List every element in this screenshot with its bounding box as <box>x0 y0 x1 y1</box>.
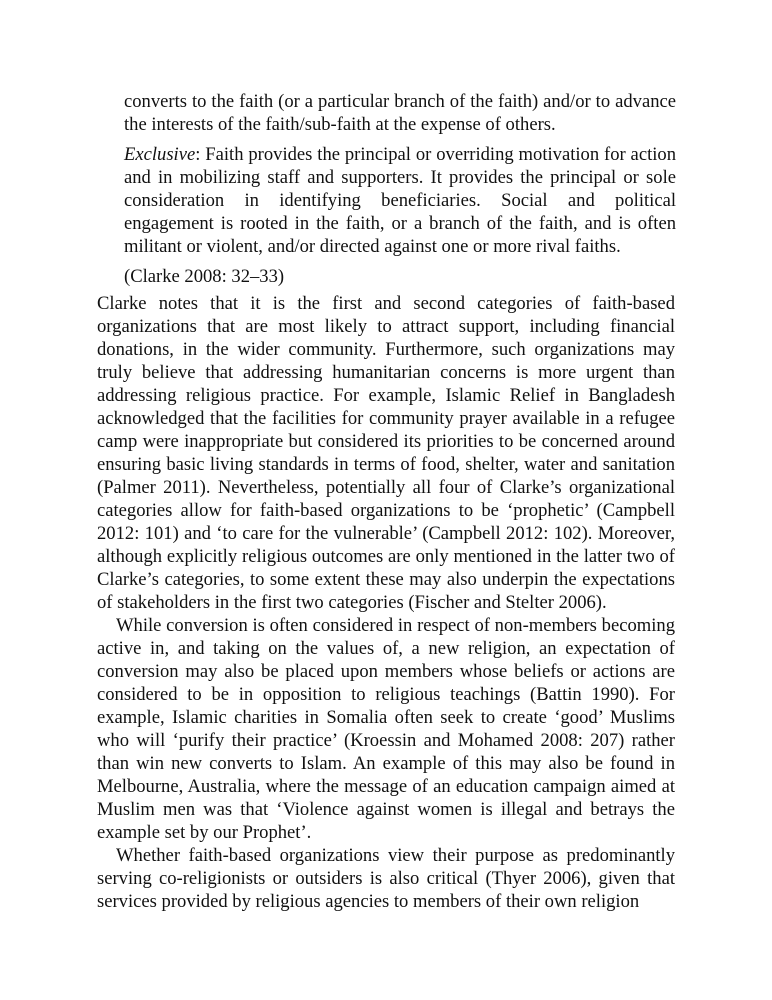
paragraph: While conversion is often considered in respect of non-members becoming active in, and taking on the values of, a new religion, an expectation of conversion may also be placed upon members whose beliefs or actions are considered to be in opposition to religious teachings (Battin 1990). For example, Islamic charities in Somalia often seek to create ‘good’ Muslims who will ‘purify their practice’ (Kroessin and Mohamed 2008: 207) rather than win new converts to Islam. An example of this may also be found in Melbourne, Australia, where the message of an education campaign aimed at Muslim men was that ‘Violence against women is illegal and betrays the example set by our Prophet’. <box>97 615 675 843</box>
quote-citation: (Clarke 2008: 32–33) <box>124 266 285 287</box>
body-text <box>97 292 675 913</box>
exclusive-text: : Faith provides the principal or overriding motivation for action and in mobilizing staff and supporters. It provides the principal or sole consideration in identifying beneficiaries. Social and political engagement is rooted in the faith, or a branch of the faith, and is often militant or violent, and/or directed against one or more rival faiths. <box>124 144 676 257</box>
block-quote <box>124 90 676 288</box>
quote-continuation: converts to the faith (or a particular branch of the faith) and/or to advance the interests of the faith/sub-faith at the expense of others. <box>124 91 676 135</box>
quote-exclusive-paragraph <box>124 143 676 258</box>
exclusive-term: Exclusive <box>124 144 196 165</box>
paragraph: Whether faith-based organizations view their purpose as predominantly serving co-religionists or outsiders is also critical (Thyer 2006), given that services provided by religious agencies to members of their own religion <box>97 845 675 912</box>
paragraph: Clarke notes that it is the first and second categories of faith-based organizations that are most likely to attract support, including financial donations, in the wider community. Furthermore, such organizations may truly believe that addressing humanitarian concerns is more urgent than addressing religious practice. For example, Islamic Relief in Bangladesh acknowledged that the facilities for community prayer available in a refugee camp were inappropriate but considered its priorities to be concerned around ensuring basic living standards in terms of food, shelter, water and sanitation (Palmer 2011). Nevertheless, potentially all four of Clarke’s organizational categories allow for faith-based organizations to be ‘prophetic’ (Campbell 2012: 101) and ‘to care for the vulnerable’ (Campbell 2012: 102). Moreover, although explicitly religious outcomes are only mentioned in the latter two of Clarke’s categories, to some extent these may also underpin the expectations of stakeholders in the first two categories (Fischer and Stelter 2006). <box>97 293 675 613</box>
